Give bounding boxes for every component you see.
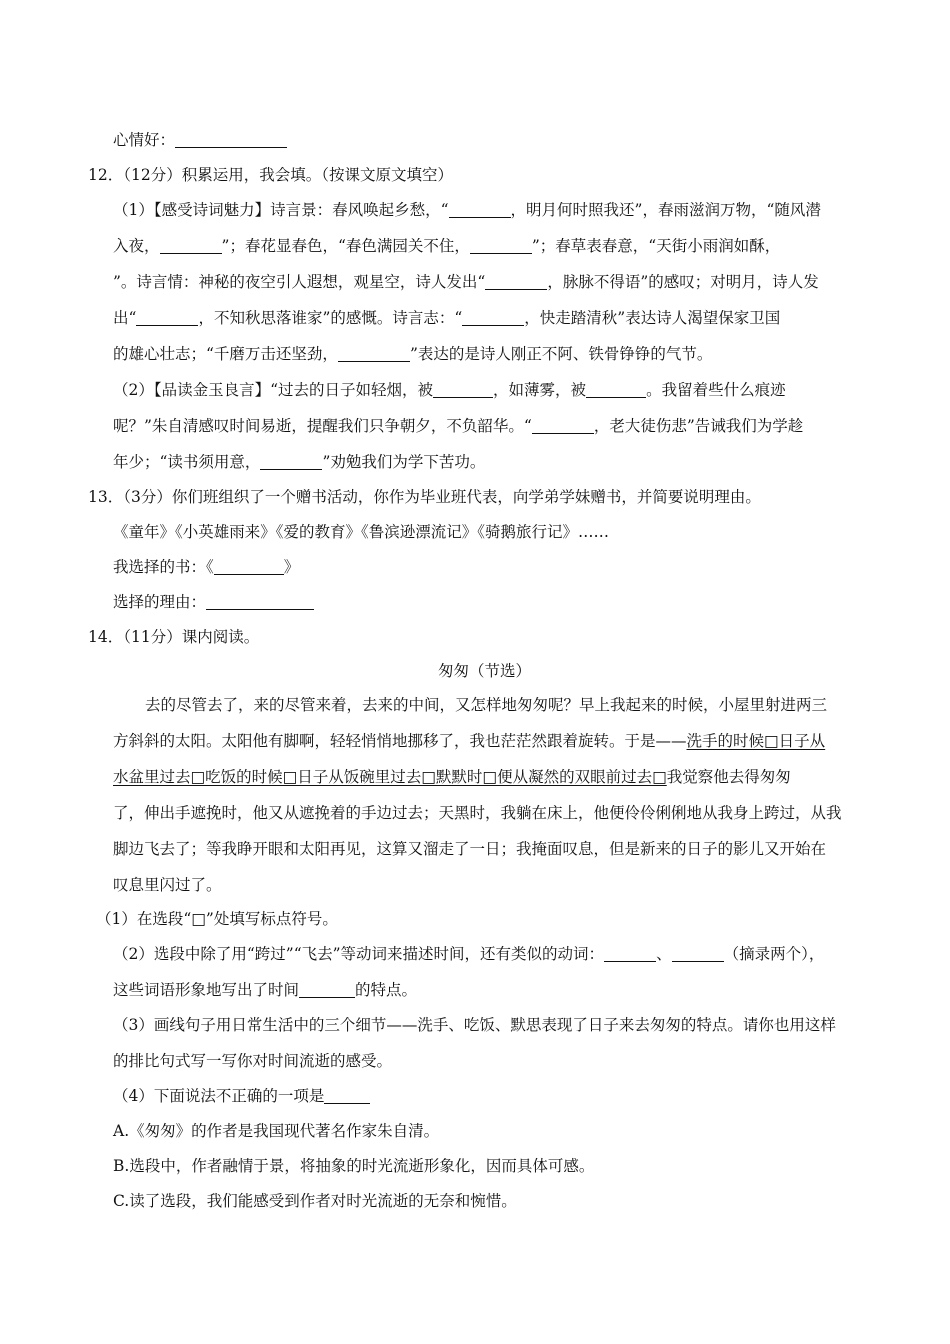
- line-text: ，快走踏清秋”表达诗人渴望保家卫国: [524, 309, 781, 327]
- line-text: ”；春草表春意，“天街小雨润如酥，: [531, 237, 781, 255]
- line-text: （4）下面说法不正确的一项是: [113, 1087, 325, 1105]
- line-text: 匆匆（节选）: [438, 662, 532, 680]
- answer-blank[interactable]: [206, 594, 314, 611]
- answer-blank[interactable]: [672, 946, 724, 963]
- line-text: （1）【感受诗词魅力】诗言景：春风唤起乡愁，“: [113, 201, 449, 219]
- answer-blank[interactable]: [338, 346, 410, 363]
- answer-blank[interactable]: [214, 559, 284, 576]
- line-text: 》: [283, 558, 300, 576]
- line-text: ”表达的是诗人刚正不阿、铁骨铮铮的气节。: [409, 345, 713, 363]
- text-line: [113, 198, 821, 220]
- line-text: （2）选段中除了用“跨过”“飞去”等动词来描述时间，还有类似的动词：: [113, 945, 605, 963]
- line-text: 出“: [113, 309, 137, 327]
- line-text: 14．（11分）课内阅读。: [88, 628, 260, 646]
- text-line: [113, 1154, 594, 1176]
- underlined-sentence: 洗手的时候□日子从: [686, 732, 826, 750]
- line-text: A.《匆匆》的作者是我国现代著名作家朱自清。: [113, 1122, 440, 1140]
- line-text: 叹息里闪过了。: [113, 876, 222, 894]
- text-line: [145, 693, 827, 715]
- text-line: [113, 590, 314, 612]
- answer-blank[interactable]: [604, 946, 656, 963]
- text-line: [113, 342, 712, 364]
- answer-blank[interactable]: [586, 382, 646, 399]
- line-text: 我觉察他去得匆匆: [666, 768, 791, 786]
- text-line: [113, 1119, 439, 1141]
- answer-blank[interactable]: [532, 418, 594, 435]
- text-line: [88, 485, 761, 507]
- line-text: ，明月何时照我还”，春雨滋润万物，“随风潜: [510, 201, 821, 219]
- line-text: （3）画线句子用日常生活中的三个细节——洗手、吃饭、默思表现了日子来去匆匆的特点。请你也用这样: [113, 1016, 836, 1034]
- text-line: [113, 729, 825, 751]
- text-line: [113, 270, 819, 292]
- answer-blank[interactable]: [462, 310, 524, 327]
- text-line: [113, 414, 803, 436]
- text-line: [113, 555, 299, 577]
- answer-blank[interactable]: [485, 274, 547, 291]
- text-line: [113, 1013, 836, 1035]
- answer-blank[interactable]: [260, 454, 322, 471]
- line-text: ，不知秋思落谁家”的感慨。诗言志：“: [198, 309, 463, 327]
- text-line: [113, 837, 826, 859]
- line-text: B.选段中，作者融情于景，将抽象的时光流逝形象化，因而具体可感。: [113, 1157, 595, 1175]
- answer-blank[interactable]: [160, 238, 222, 255]
- text-line: [438, 659, 531, 681]
- line-text: 心情好：: [113, 131, 176, 149]
- text-line: [113, 378, 786, 400]
- line-text: 去的尽管去了，来的尽管来着，去来的中间，又怎样地匆匆呢？早上我起来的时候，小屋里射进两三: [145, 696, 828, 714]
- text-line: [113, 1049, 392, 1071]
- text-line: [113, 520, 609, 542]
- text-line: [113, 1189, 517, 1211]
- line-text: （2）【品读金玉良言】“过去的日子如轻烟，被: [113, 381, 434, 399]
- line-text: ，如薄雾，被: [493, 381, 587, 399]
- answer-blank[interactable]: [299, 982, 355, 999]
- text-line: [113, 450, 485, 472]
- line-text: （摘录两个），: [723, 945, 825, 963]
- text-line: [113, 306, 780, 328]
- text-line: [88, 163, 453, 185]
- line-text: 这些词语形象地写出了时间: [113, 981, 300, 999]
- line-text: （1）在选段“□”处填写标点符号。: [96, 910, 338, 928]
- line-text: 12．（12分）积累运用，我会填。（按课文原文填空）: [88, 166, 453, 184]
- line-text: 入夜，: [113, 237, 160, 255]
- line-text: 的特点。: [355, 981, 418, 999]
- answer-blank[interactable]: [324, 1088, 370, 1105]
- line-text: 我选择的书：《: [113, 558, 214, 576]
- answer-blank[interactable]: [433, 382, 493, 399]
- line-text: C.读了选段，我们能感受到作者对时光流逝的无奈和惋惜。: [113, 1192, 517, 1210]
- text-line: [96, 907, 338, 929]
- text-line: [113, 942, 824, 964]
- line-text: 的排比句式写一写你对时间流逝的感受。: [113, 1052, 393, 1070]
- line-text: ，脉脉不得语”的感叹；对明月，诗人发: [547, 273, 819, 291]
- line-text: 年少；“读书须用意，: [113, 453, 261, 471]
- text-line: [113, 765, 791, 787]
- text-line: [113, 978, 417, 1000]
- line-text: 《童年》《小英雄雨来》《爱的教育》《鲁滨逊漂流记》《骑鹅旅行记》……: [113, 523, 610, 541]
- line-text: 13．（3分）你们班组织了一个赠书活动，你作为毕业班代表，向学弟学妹赠书，并简要说明理由。: [88, 488, 761, 506]
- text-line: [113, 128, 287, 150]
- line-text: ，老大徒伤悲”告诫我们为学趁: [593, 417, 804, 435]
- answer-blank[interactable]: [449, 202, 511, 219]
- line-text: ”劝勉我们为学下苦功。: [322, 453, 486, 471]
- answer-blank[interactable]: [175, 132, 287, 149]
- answer-blank[interactable]: [136, 310, 198, 327]
- text-line: [88, 625, 259, 647]
- line-text: 呢？”朱自清感叹时间易逝，提醒我们只争朝夕，不负韶华。“: [113, 417, 532, 435]
- line-text: 的雄心壮志；“千磨万击还坚劲，: [113, 345, 338, 363]
- line-text: 选择的理由：: [113, 593, 207, 611]
- answer-blank[interactable]: [470, 238, 532, 255]
- line-text: 、: [656, 945, 672, 963]
- text-line: [113, 234, 780, 256]
- text-line: [113, 801, 842, 823]
- line-text: 脚边飞去了；等我睁开眼和太阳再见，这算又溜走了一日；我掩面叹息，但是新来的日子的影儿又开始在: [113, 840, 827, 858]
- line-text: 方斜斜的太阳。太阳他有脚啊，轻轻悄悄地挪移了，我也茫茫然跟着旋转。于是——: [113, 732, 687, 750]
- line-text: 。我留着些什么痕迹: [646, 381, 786, 399]
- line-text: 了，伸出手遮挽时，他又从遮挽着的手边过去；天黑时，我躺在床上，他便伶伶俐俐地从我身上跨过，从我: [113, 804, 842, 822]
- line-text: ”；春花显春色，“春色满园关不住，: [221, 237, 470, 255]
- underlined-sentence: 水盆里过去□吃饭的时候□日子从饭碗里过去□默默时□便从凝然的双眼前过去□: [113, 768, 667, 786]
- text-line: [113, 1084, 370, 1106]
- text-line: [113, 873, 222, 895]
- line-text: ”。诗言情：神秘的夜空引人遐想，观星空，诗人发出“: [113, 273, 486, 291]
